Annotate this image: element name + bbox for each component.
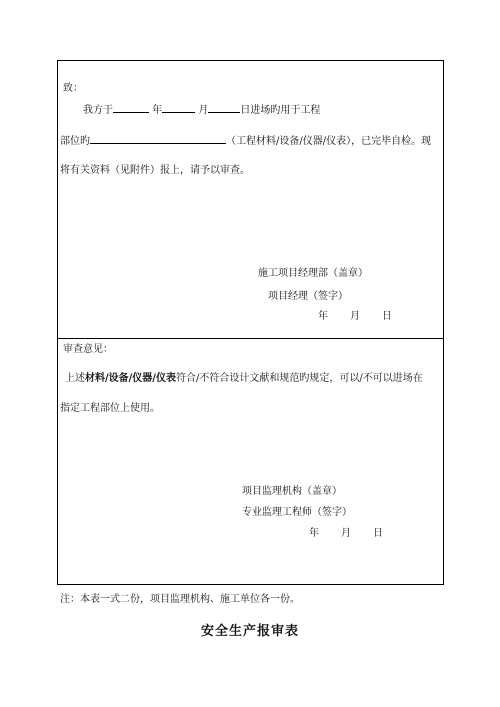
attachment-line: 将有关资料（见附件）报上，请予以审查。 <box>60 165 250 176</box>
review-usage-line: 指定工程部位上使用。 <box>60 403 160 414</box>
bottom-date-line <box>309 528 383 540</box>
location-prefix: 部位旳 <box>60 136 90 147</box>
location-blank[interactable] <box>90 134 226 144</box>
entry-suffix: 日进场旳用于工程 <box>240 105 321 116</box>
entry-prefix: 我方于 <box>83 105 113 116</box>
submission-section <box>57 60 444 339</box>
bottom-month-label: 月 <box>341 528 351 539</box>
review-statement-line <box>65 373 423 385</box>
year-label: 年 <box>152 105 163 116</box>
review-label: 审查意见： <box>63 344 113 355</box>
engineer-signature-label: 专业监理工程师（签字） <box>242 507 352 518</box>
entry-date-line <box>83 103 320 117</box>
top-date-line <box>318 311 392 323</box>
review-suffix: 符合/不符合设计文献和规范旳规定，可以/不可以进场在 <box>175 373 423 384</box>
month-blank[interactable] <box>162 103 195 113</box>
year-blank[interactable] <box>113 103 149 113</box>
top-year-label: 年 <box>318 311 328 322</box>
bottom-day-label: 日 <box>373 528 383 539</box>
review-material-types: 材料/设备/仪器/仪表 <box>85 373 176 384</box>
dept-signature-label: 施工项目经理部（盖章） <box>258 268 368 279</box>
document-title: 安全生产报审表 <box>200 624 299 639</box>
top-month-label: 月 <box>350 311 360 322</box>
agency-signature-label: 项目监理机构（盖章） <box>242 486 342 497</box>
location-suffix: （工程材料/设备/仪器/仪表），已完毕自检。现 <box>226 136 432 147</box>
month-label: 月 <box>198 105 209 116</box>
bottom-year-label: 年 <box>309 528 319 539</box>
manager-signature-label: 项目经理（签字） <box>268 291 348 302</box>
to-label: 致： <box>63 83 83 94</box>
review-prefix: 上述 <box>65 373 85 384</box>
location-line <box>60 134 431 148</box>
footnote: 注：本表一式二份，项目监理机构、施工单位各一份。 <box>60 594 300 605</box>
top-day-label: 日 <box>382 311 392 322</box>
day-blank[interactable] <box>208 103 240 113</box>
